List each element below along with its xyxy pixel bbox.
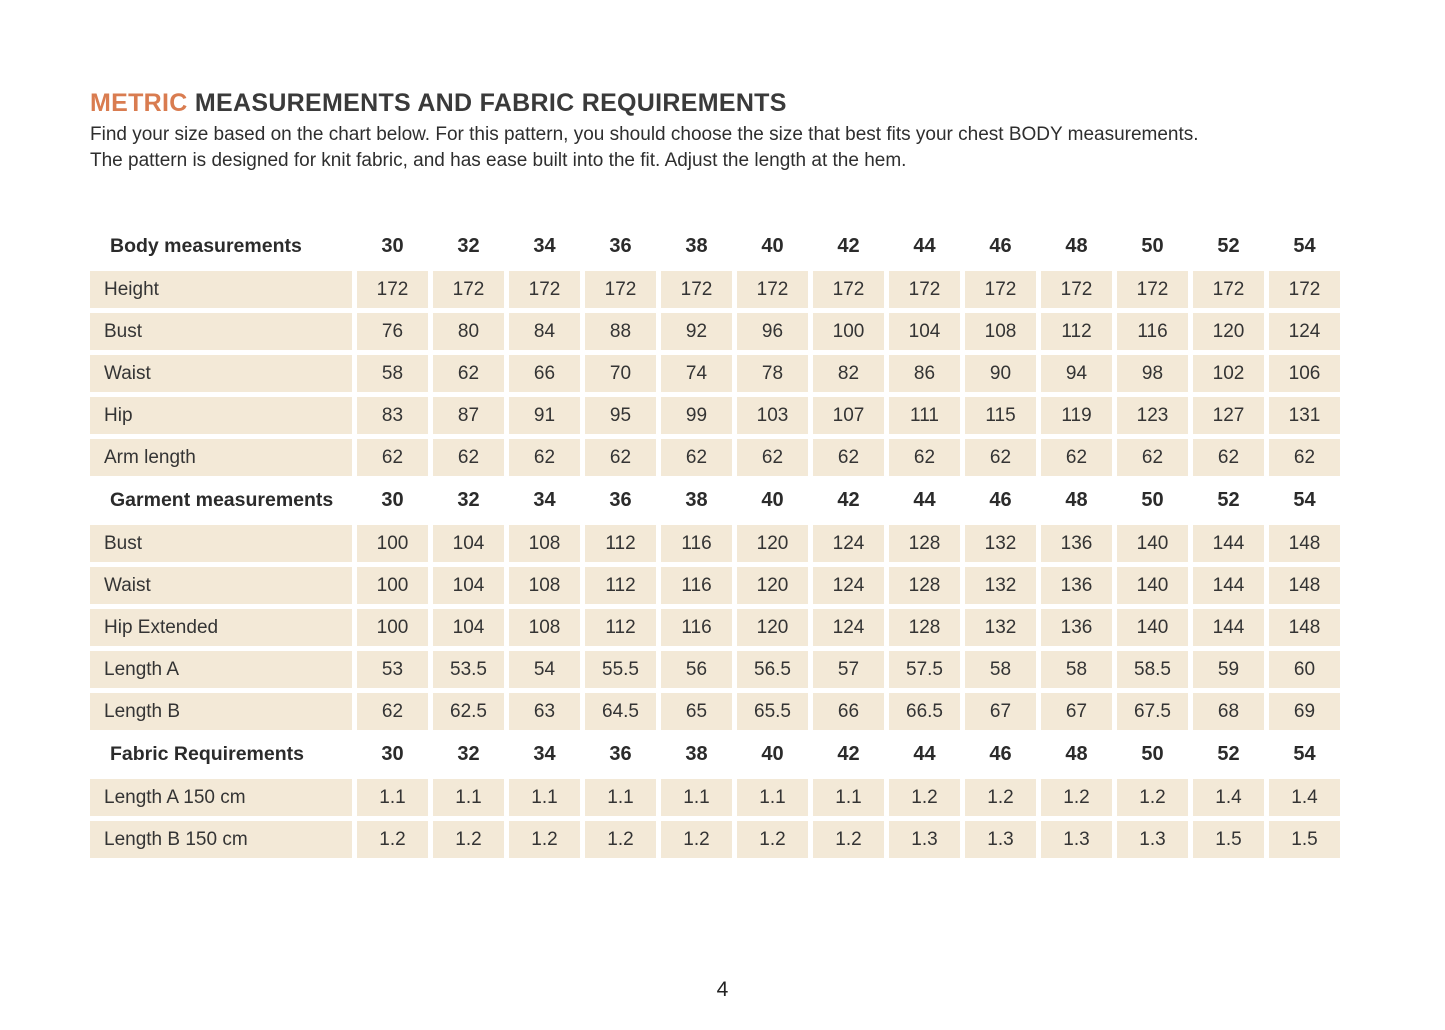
- value-cell: 62: [1269, 439, 1340, 476]
- table-row: [90, 313, 1340, 350]
- value-cell: 100: [357, 609, 428, 646]
- size-table-wrap: [85, 222, 1355, 863]
- value-cell: 128: [889, 609, 960, 646]
- value-cell: 1.2: [509, 821, 580, 858]
- page-title: [90, 88, 1355, 118]
- value-cell: 136: [1041, 525, 1112, 562]
- value-cell: 124: [813, 525, 884, 562]
- value-cell: 116: [1117, 313, 1188, 350]
- size-header-cell: 48: [1065, 489, 1088, 511]
- table-row: [90, 821, 1340, 858]
- value-cell: 58: [965, 651, 1036, 688]
- value-cell: 69: [1269, 693, 1340, 730]
- value-cell: 62: [1041, 439, 1112, 476]
- value-cell: 104: [433, 525, 504, 562]
- row-label-cell: Height: [90, 271, 352, 308]
- row-label-cell: Bust: [90, 525, 352, 562]
- size-header-cell: 32: [457, 743, 480, 765]
- value-cell: 172: [1269, 271, 1340, 308]
- value-cell: 108: [509, 567, 580, 604]
- value-cell: 104: [433, 567, 504, 604]
- size-header-cell: 52: [1217, 235, 1240, 257]
- value-cell: 66.5: [889, 693, 960, 730]
- value-cell: 1.1: [585, 779, 656, 816]
- value-cell: 132: [965, 525, 1036, 562]
- value-cell: 172: [1041, 271, 1112, 308]
- value-cell: 90: [965, 355, 1036, 392]
- value-cell: 64.5: [585, 693, 656, 730]
- size-header-cell: 48: [1065, 235, 1088, 257]
- value-cell: 119: [1041, 397, 1112, 434]
- value-cell: 86: [889, 355, 960, 392]
- value-cell: 74: [661, 355, 732, 392]
- value-cell: 1.3: [889, 821, 960, 858]
- size-header-cell: 36: [609, 235, 632, 257]
- value-cell: 108: [509, 609, 580, 646]
- size-header-cell: 34: [533, 235, 556, 257]
- size-header-cell: 54: [1293, 489, 1316, 511]
- value-cell: 128: [889, 525, 960, 562]
- value-cell: 172: [737, 271, 808, 308]
- section-header-label: Fabric Requirements: [110, 743, 304, 765]
- table-row: [90, 439, 1340, 476]
- value-cell: 62: [661, 439, 732, 476]
- value-cell: 66: [509, 355, 580, 392]
- value-cell: 115: [965, 397, 1036, 434]
- size-header-cell: 32: [457, 489, 480, 511]
- size-header-cell: 30: [381, 489, 404, 511]
- section-header-label: Body measurements: [110, 235, 302, 257]
- value-cell: 131: [1269, 397, 1340, 434]
- value-cell: 53.5: [433, 651, 504, 688]
- value-cell: 70: [585, 355, 656, 392]
- value-cell: 67: [965, 693, 1036, 730]
- value-cell: 62: [737, 439, 808, 476]
- row-label-cell: Arm length: [90, 439, 352, 476]
- value-cell: 140: [1117, 525, 1188, 562]
- intro-line-2: The pattern is designed for knit fabric, and has ease built into the fit. Adjust the length at the hem.: [90, 150, 907, 171]
- value-cell: 62: [585, 439, 656, 476]
- size-header-cell: 54: [1293, 743, 1316, 765]
- value-cell: 1.4: [1269, 779, 1340, 816]
- value-cell: 96: [737, 313, 808, 350]
- size-header-cell: 46: [989, 489, 1012, 511]
- size-header-cell: 50: [1141, 743, 1164, 765]
- size-header-cell: 46: [989, 235, 1012, 257]
- row-label-cell: Hip: [90, 397, 352, 434]
- value-cell: 144: [1193, 609, 1264, 646]
- value-cell: 112: [585, 525, 656, 562]
- value-cell: 58: [1041, 651, 1112, 688]
- value-cell: 57.5: [889, 651, 960, 688]
- value-cell: 104: [889, 313, 960, 350]
- section-header-row: [90, 481, 1340, 520]
- size-header-cell: 38: [685, 743, 708, 765]
- table-row: [90, 271, 1340, 308]
- value-cell: 62: [889, 439, 960, 476]
- size-header-cell: 34: [533, 743, 556, 765]
- value-cell: 62.5: [433, 693, 504, 730]
- value-cell: 92: [661, 313, 732, 350]
- size-header-cell: 30: [381, 235, 404, 257]
- value-cell: 103: [737, 397, 808, 434]
- value-cell: 172: [661, 271, 732, 308]
- table-row: [90, 693, 1340, 730]
- size-header-cell: 36: [609, 743, 632, 765]
- value-cell: 140: [1117, 609, 1188, 646]
- value-cell: 144: [1193, 567, 1264, 604]
- value-cell: 172: [433, 271, 504, 308]
- value-cell: 62: [1117, 439, 1188, 476]
- intro-line-1: Find your size based on the chart below. For this pattern, you should choose the size that best fits your chest BODY measurements.: [90, 124, 1199, 145]
- value-cell: 172: [1193, 271, 1264, 308]
- value-cell: 67.5: [1117, 693, 1188, 730]
- row-label-cell: Hip Extended: [90, 609, 352, 646]
- value-cell: 1.2: [965, 779, 1036, 816]
- value-cell: 78: [737, 355, 808, 392]
- value-cell: 127: [1193, 397, 1264, 434]
- size-header-cell: 36: [609, 489, 632, 511]
- value-cell: 144: [1193, 525, 1264, 562]
- value-cell: 1.3: [965, 821, 1036, 858]
- value-cell: 62: [813, 439, 884, 476]
- value-cell: 84: [509, 313, 580, 350]
- value-cell: 94: [1041, 355, 1112, 392]
- value-cell: 120: [737, 567, 808, 604]
- value-cell: 68: [1193, 693, 1264, 730]
- value-cell: 99: [661, 397, 732, 434]
- size-header-cell: 42: [837, 235, 860, 257]
- row-label-cell: Bust: [90, 313, 352, 350]
- value-cell: 1.1: [433, 779, 504, 816]
- value-cell: 1.1: [813, 779, 884, 816]
- value-cell: 124: [813, 609, 884, 646]
- value-cell: 172: [585, 271, 656, 308]
- value-cell: 98: [1117, 355, 1188, 392]
- value-cell: 148: [1269, 567, 1340, 604]
- value-cell: 108: [965, 313, 1036, 350]
- value-cell: 67: [1041, 693, 1112, 730]
- value-cell: 62: [357, 439, 428, 476]
- value-cell: 95: [585, 397, 656, 434]
- page-title-highlight: METRIC: [90, 89, 188, 117]
- size-header-cell: 42: [837, 489, 860, 511]
- value-cell: 88: [585, 313, 656, 350]
- value-cell: 1.1: [737, 779, 808, 816]
- value-cell: 1.1: [509, 779, 580, 816]
- value-cell: 1.1: [357, 779, 428, 816]
- value-cell: 65.5: [737, 693, 808, 730]
- value-cell: 1.2: [889, 779, 960, 816]
- value-cell: 1.2: [1041, 779, 1112, 816]
- value-cell: 58.5: [1117, 651, 1188, 688]
- value-cell: 65: [661, 693, 732, 730]
- size-header-cell: 46: [989, 743, 1012, 765]
- value-cell: 1.2: [661, 821, 732, 858]
- section-header-row: [90, 227, 1340, 266]
- table-row: [90, 609, 1340, 646]
- value-cell: 116: [661, 525, 732, 562]
- value-cell: 83: [357, 397, 428, 434]
- value-cell: 1.2: [1117, 779, 1188, 816]
- value-cell: 1.2: [585, 821, 656, 858]
- value-cell: 62: [965, 439, 1036, 476]
- size-header-cell: 50: [1141, 235, 1164, 257]
- value-cell: 120: [737, 525, 808, 562]
- value-cell: 100: [357, 567, 428, 604]
- value-cell: 107: [813, 397, 884, 434]
- value-cell: 104: [433, 609, 504, 646]
- value-cell: 123: [1117, 397, 1188, 434]
- value-cell: 172: [1117, 271, 1188, 308]
- value-cell: 112: [1041, 313, 1112, 350]
- value-cell: 63: [509, 693, 580, 730]
- value-cell: 112: [585, 567, 656, 604]
- table-row: [90, 567, 1340, 604]
- value-cell: 148: [1269, 525, 1340, 562]
- value-cell: 62: [357, 693, 428, 730]
- table-row: [90, 525, 1340, 562]
- value-cell: 62: [433, 355, 504, 392]
- size-header-cell: 38: [685, 235, 708, 257]
- value-cell: 172: [357, 271, 428, 308]
- value-cell: 1.1: [661, 779, 732, 816]
- value-cell: 120: [737, 609, 808, 646]
- value-cell: 1.2: [433, 821, 504, 858]
- size-header-cell: 38: [685, 489, 708, 511]
- value-cell: 91: [509, 397, 580, 434]
- value-cell: 58: [357, 355, 428, 392]
- value-cell: 172: [889, 271, 960, 308]
- size-header-cell: 54: [1293, 235, 1316, 257]
- value-cell: 124: [1269, 313, 1340, 350]
- size-header-cell: 40: [761, 743, 784, 765]
- row-label-cell: Waist: [90, 567, 352, 604]
- value-cell: 172: [965, 271, 1036, 308]
- value-cell: 136: [1041, 609, 1112, 646]
- size-header-cell: 34: [533, 489, 556, 511]
- size-header-cell: 44: [913, 235, 936, 257]
- page-number: 4: [716, 978, 729, 1001]
- size-header-cell: 52: [1217, 489, 1240, 511]
- value-cell: 100: [357, 525, 428, 562]
- intro-paragraph: [90, 122, 1355, 174]
- size-header-cell: 48: [1065, 743, 1088, 765]
- size-header-cell: 44: [913, 489, 936, 511]
- value-cell: 116: [661, 609, 732, 646]
- size-header-cell: 44: [913, 743, 936, 765]
- value-cell: 66: [813, 693, 884, 730]
- size-header-cell: 32: [457, 235, 480, 257]
- value-cell: 124: [813, 567, 884, 604]
- size-header-cell: 30: [381, 743, 404, 765]
- value-cell: 106: [1269, 355, 1340, 392]
- value-cell: 1.2: [357, 821, 428, 858]
- table-row: [90, 779, 1340, 816]
- value-cell: 56.5: [737, 651, 808, 688]
- value-cell: 140: [1117, 567, 1188, 604]
- value-cell: 100: [813, 313, 884, 350]
- value-cell: 59: [1193, 651, 1264, 688]
- table-row: [90, 355, 1340, 392]
- size-header-cell: 40: [761, 489, 784, 511]
- measurements-table: [85, 222, 1345, 863]
- size-header-cell: 40: [761, 235, 784, 257]
- value-cell: 136: [1041, 567, 1112, 604]
- value-cell: 53: [357, 651, 428, 688]
- value-cell: 1.4: [1193, 779, 1264, 816]
- size-header-cell: 52: [1217, 743, 1240, 765]
- row-label-cell: Length A: [90, 651, 352, 688]
- value-cell: 60: [1269, 651, 1340, 688]
- size-header-cell: 42: [837, 743, 860, 765]
- value-cell: 172: [509, 271, 580, 308]
- row-label-cell: Length B 150 cm: [90, 821, 352, 858]
- value-cell: 132: [965, 609, 1036, 646]
- value-cell: 87: [433, 397, 504, 434]
- row-label-cell: Length A 150 cm: [90, 779, 352, 816]
- value-cell: 82: [813, 355, 884, 392]
- row-label-cell: Waist: [90, 355, 352, 392]
- value-cell: 148: [1269, 609, 1340, 646]
- value-cell: 172: [813, 271, 884, 308]
- section-header-label: Garment measurements: [110, 489, 334, 511]
- value-cell: 1.2: [737, 821, 808, 858]
- value-cell: 120: [1193, 313, 1264, 350]
- value-cell: 128: [889, 567, 960, 604]
- value-cell: 116: [661, 567, 732, 604]
- value-cell: 1.2: [813, 821, 884, 858]
- value-cell: 55.5: [585, 651, 656, 688]
- value-cell: 108: [509, 525, 580, 562]
- value-cell: 132: [965, 567, 1036, 604]
- value-cell: 76: [357, 313, 428, 350]
- value-cell: 102: [1193, 355, 1264, 392]
- value-cell: 62: [433, 439, 504, 476]
- value-cell: 1.5: [1269, 821, 1340, 858]
- value-cell: 54: [509, 651, 580, 688]
- value-cell: 111: [889, 397, 960, 434]
- size-header-cell: 50: [1141, 489, 1164, 511]
- page-title-rest: MEASUREMENTS AND FABRIC REQUIREMENTS: [187, 89, 787, 117]
- value-cell: 1.3: [1041, 821, 1112, 858]
- value-cell: 80: [433, 313, 504, 350]
- value-cell: 112: [585, 609, 656, 646]
- value-cell: 56: [661, 651, 732, 688]
- table-row: [90, 397, 1340, 434]
- table-body: [90, 227, 1340, 858]
- value-cell: 62: [1193, 439, 1264, 476]
- section-header-row: [90, 735, 1340, 774]
- value-cell: 1.3: [1117, 821, 1188, 858]
- row-label-cell: Length B: [90, 693, 352, 730]
- value-cell: 57: [813, 651, 884, 688]
- table-row: [90, 651, 1340, 688]
- value-cell: 1.5: [1193, 821, 1264, 858]
- value-cell: 62: [509, 439, 580, 476]
